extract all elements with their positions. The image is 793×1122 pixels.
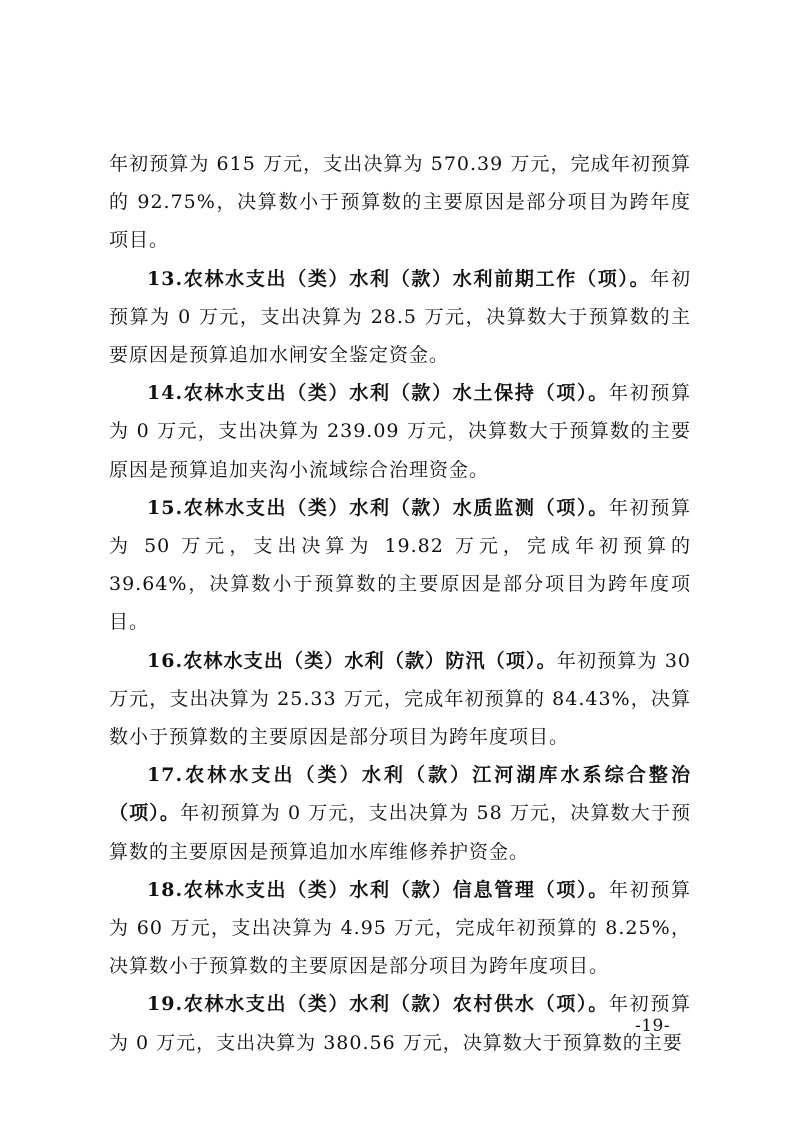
paragraph-item-19 [109, 985, 691, 1061]
paragraph-item-18 [109, 871, 691, 986]
paragraph-text: 年初预算为 30 万元，支出决算为 25.33 万元，完成年初预算的 84.43%，决算数小于预算数的主要原因是部分项目为跨年度项目。 [109, 649, 692, 749]
paragraph-heading: 15.农林水支出（类）水利（款）水质监测（项）。 [147, 496, 609, 519]
paragraph-text: 年初预算为 0 万元，支出决算为 58 万元，决算数大于预算数的主要原因是预算追加水库维修养护资金。 [109, 802, 691, 863]
paragraph-text: 年初预算为 50 万元，支出决算为 19.82 万元，完成年初预算的 39.64%，决算数小于预算数的主要原因是部分项目为跨年度项目。 [109, 496, 691, 634]
paragraph-text: 年初预算为 0 万元，支出决算为 380.56 万元，决算数大于预算数的主要 [109, 993, 691, 1054]
paragraph-heading: 18.农林水支出（类）水利（款）信息管理（项）。 [147, 878, 609, 901]
paragraph-heading: 13.农林水支出（类）水利（款）水利前期工作（项）。 [147, 267, 651, 290]
paragraph-text: 年初预算为 0 万元，支出决算为 28.5 万元，决算数大于预算数的主要原因是预算追加水闸安全鉴定资金。 [109, 267, 691, 367]
paragraph-heading: 19.农林水支出（类）水利（款）农村供水（项）。 [147, 993, 609, 1016]
paragraph-text: 年初预算为 615 万元，支出决算为 570.39 万元，完成年初预算的 92.75%，决算数小于预算数的主要原因是部分项目为跨年度项目。 [109, 153, 691, 252]
paragraph-item-14 [109, 374, 691, 489]
document-body [109, 145, 691, 1062]
paragraph-continuation [109, 145, 691, 260]
paragraph-heading: 14.农林水支出（类）水利（款）水土保持（项）。 [147, 382, 609, 405]
paragraph-heading: 17.农林水支出（类）水利（款）江河湖库水系综合整治（项）。 [109, 764, 691, 825]
paragraph-text: 年初预算为 0 万元，支出决算为 239.09 万元，决算数大于预算数的主要原因是预算追加夹沟小流域综合治理资金。 [109, 382, 691, 481]
page-number: -19- [635, 1016, 671, 1036]
paragraph-item-13 [109, 260, 691, 375]
paragraph-item-15 [109, 489, 691, 642]
paragraph-item-16 [109, 642, 691, 757]
paragraph-heading: 16.农林水支出（类）水利（款）防汛（项）。 [147, 649, 557, 672]
paragraph-text: 年初预算为 60 万元，支出决算为 4.95 万元，完成年初预算的 8.25%，决算数小于预算数的主要原因是部分项目为跨年度项目。 [109, 878, 691, 978]
paragraph-item-17 [109, 756, 691, 871]
